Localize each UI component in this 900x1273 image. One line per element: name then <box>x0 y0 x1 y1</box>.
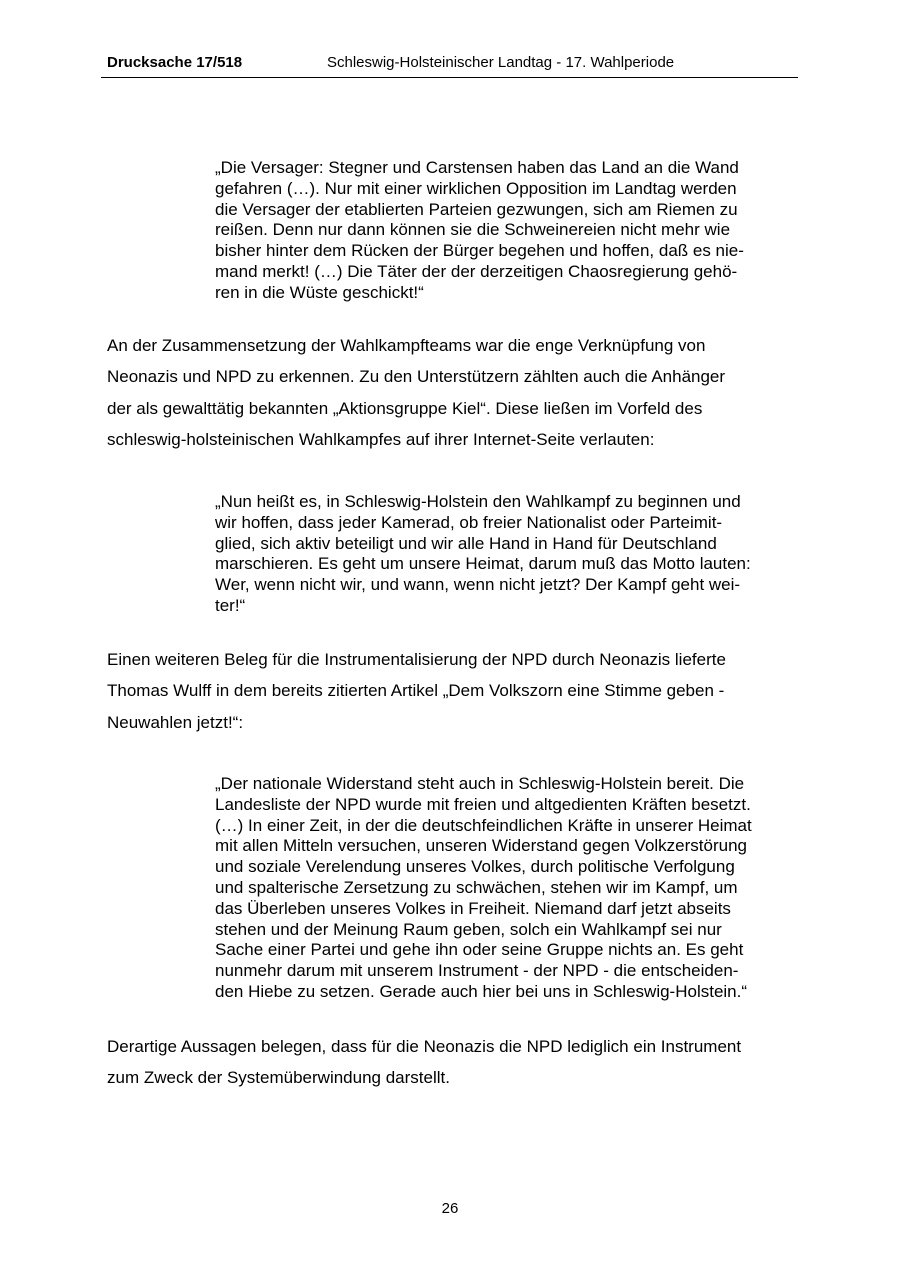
paragraph-line: zum Zweck der Systemüberwindung darstellt. <box>107 1068 450 1088</box>
quote-line: (…) In einer Zeit, in der die deutschfeindlichen Kräfte in unserer Heimat <box>215 815 752 835</box>
block-quote-2 <box>215 492 795 617</box>
paragraph-line: Neonazis und NPD zu erkennen. Zu den Unterstützern zählten auch die Anhänger <box>107 367 726 387</box>
paragraph-line: Derartige Aussagen belegen, dass für die Neonazis die NPD lediglich ein Instrument <box>107 1037 742 1056</box>
quote-line: mand merkt! (…) Die Täter der der derzeitigen Chaosregierung gehö- <box>215 261 738 281</box>
paragraph-line: schleswig-holsteinischen Wahlkampfes auf ihrer Internet-Seite verlauten: <box>107 429 655 449</box>
paragraph-2 <box>107 644 797 738</box>
paragraph-line: der als gewalttätig bekannten „Aktionsgruppe Kiel“. Diese ließen im Vorfeld des <box>107 398 703 418</box>
quote-line: den Hiebe zu setzen. Gerade auch hier bei uns in Schleswig-Holstein.“ <box>215 981 748 1001</box>
quote-line: und soziale Verelendung unseres Volkes, durch politische Verfolgung <box>215 857 735 877</box>
page-header <box>101 52 798 78</box>
paragraph-1 <box>107 330 797 455</box>
quote-line: ter!“ <box>215 595 246 615</box>
quote-line: „Der nationale Widerstand steht auch in Schleswig-Holstein bereit. Die <box>215 774 745 793</box>
header-title: Schleswig-Holsteinischer Landtag - 17. Wahlperiode <box>327 54 675 71</box>
paragraph-3 <box>107 1031 797 1094</box>
quote-line: marschieren. Es geht um unsere Heimat, darum muß das Motto lauten: <box>215 554 751 574</box>
quote-line: gefahren (…). Nur mit einer wirklichen Opposition im Landtag werden <box>215 178 737 198</box>
quote-line: ren in die Wüste geschickt!“ <box>215 282 424 302</box>
quote-line: stehen und der Meinung Raum geben, solch ein Wahlkampf sei nur <box>215 919 722 939</box>
quote-line: das Überleben unseres Volkes in Freiheit. Niemand darf jetzt abseits <box>215 898 731 918</box>
quote-line: bisher hinter dem Rücken der Bürger begehen und hoffen, daß es nie- <box>215 241 744 261</box>
quote-line: glied, sich aktiv beteiligt und wir alle Hand in Hand für Deutschland <box>215 533 717 553</box>
quote-line: „Die Versager: Stegner und Carstensen haben das Land an die Wand <box>215 158 739 177</box>
quote-line: Sache einer Partei und gehe ihn oder seine Gruppe nichts an. Es geht <box>215 940 744 960</box>
paragraph-line: An der Zusammensetzung der Wahlkampfteams war die enge Verknüpfung von <box>107 336 706 355</box>
quote-line: „Nun heißt es, in Schleswig-Holstein den Wahlkampf zu beginnen und <box>215 492 741 511</box>
paragraph-line: Einen weiteren Beleg für die Instrumentalisierung der NPD durch Neonazis lieferte <box>107 650 726 669</box>
quote-line: Landesliste der NPD wurde mit freien und altgedienten Kräften besetzt. <box>215 794 751 814</box>
paragraph-line: Neuwahlen jetzt!“: <box>107 712 244 732</box>
block-quote-3 <box>215 774 795 1003</box>
paragraph-line: Thomas Wulff in dem bereits zitierten Artikel „Dem Volkszorn eine Stimme geben - <box>107 681 725 701</box>
quote-line: nunmehr darum mit unserem Instrument - der NPD - die entscheiden- <box>215 961 739 981</box>
quote-line: reißen. Denn nur dann können sie die Schweinereien nicht mehr wie <box>215 220 731 240</box>
quote-line: wir hoffen, dass jeder Kamerad, ob freier Nationalist oder Parteimit- <box>215 512 723 532</box>
quote-line: mit allen Mitteln versuchen, unseren Widerstand gegen Volkzerstörung <box>215 836 748 856</box>
quote-line: die Versager der etablierten Parteien gezwungen, sich am Riemen zu <box>215 199 738 219</box>
quote-line: und spalterische Zersetzung zu schwächen, stehen wir im Kampf, um <box>215 877 738 897</box>
quote-line: Wer, wenn nicht wir, und wann, wenn nicht jetzt? Der Kampf geht wei- <box>215 575 741 595</box>
block-quote-1 <box>215 158 795 304</box>
document-number: Drucksache 17/518 <box>107 54 243 71</box>
page-number: 26 <box>441 1200 459 1217</box>
